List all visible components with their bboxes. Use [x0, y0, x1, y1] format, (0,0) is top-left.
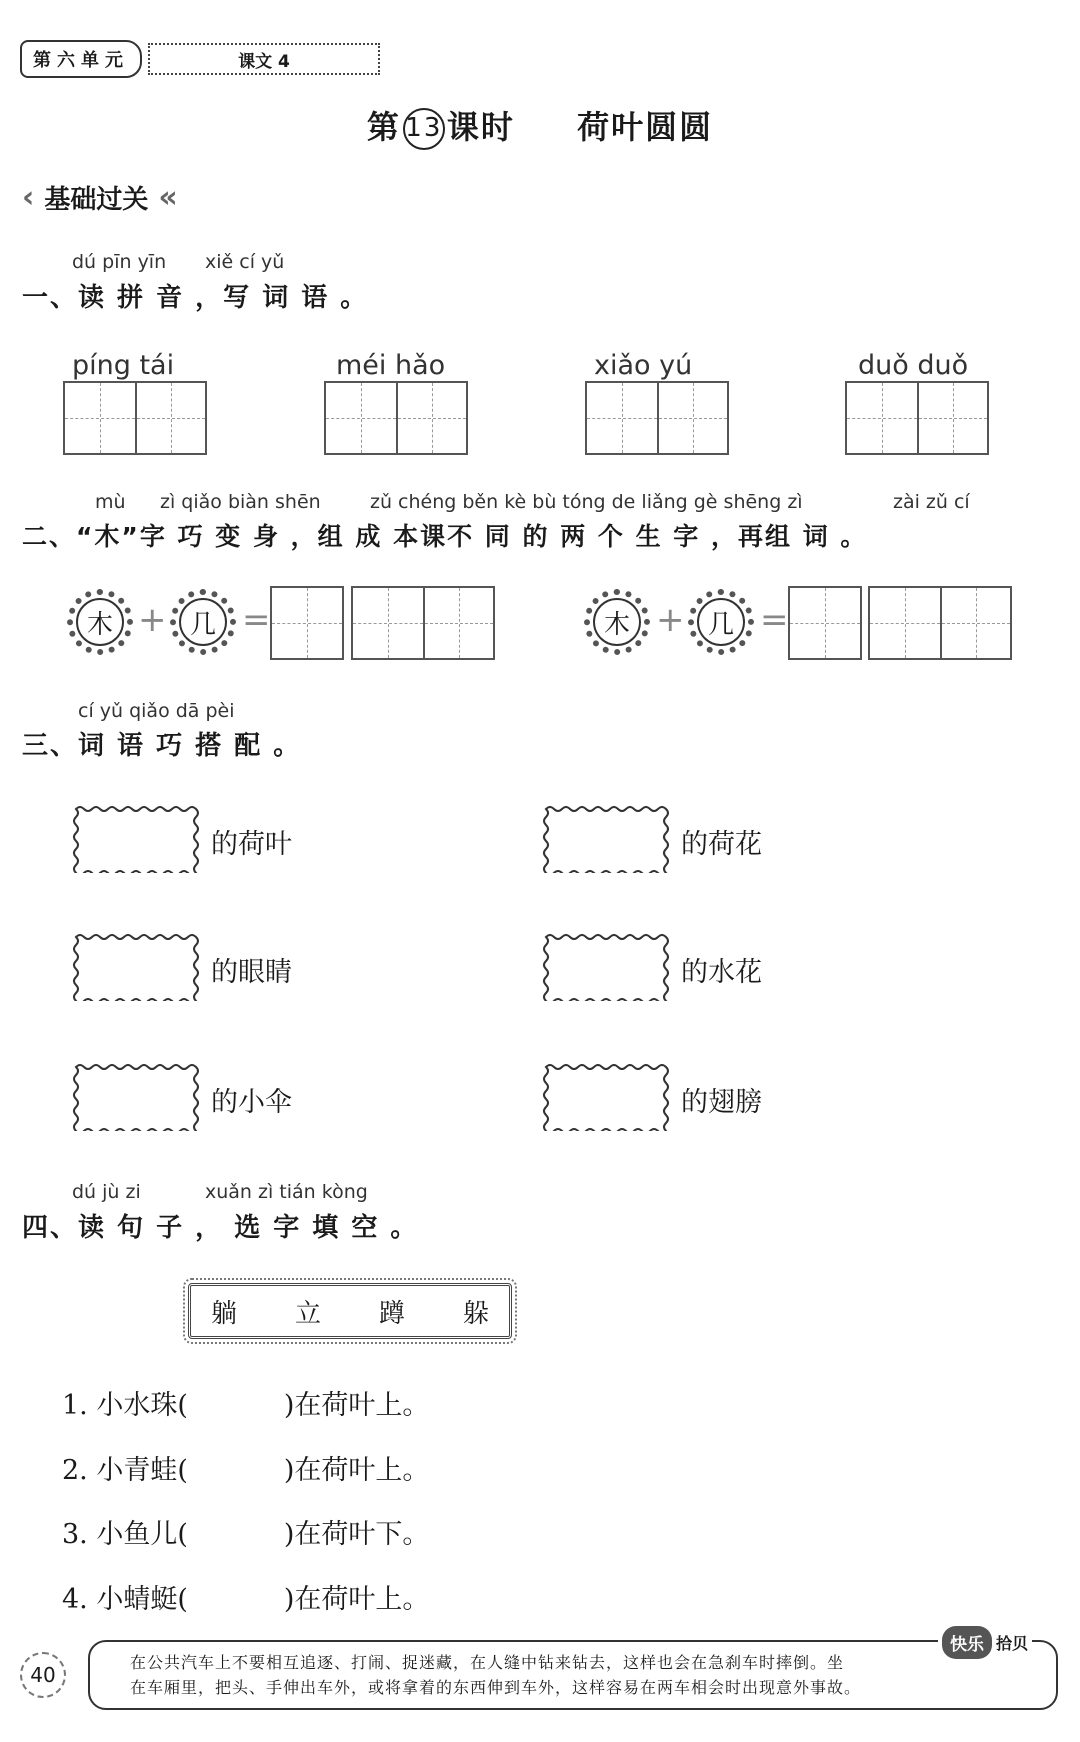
- section-banner: [22, 176, 178, 218]
- q1-pinyin-2: xiě cí yǔ: [205, 251, 285, 273]
- q4-choice-box: [188, 1283, 512, 1339]
- q3-suffix-1: 的荷叶: [211, 829, 292, 860]
- tip-box: [88, 1640, 1058, 1710]
- q3-answer-box-6[interactable]: [542, 1063, 670, 1131]
- flower-char-ji-2: 几: [688, 589, 754, 655]
- q1-answer-grid-4[interactable]: [845, 381, 989, 455]
- q3-suffix-5: 的小伞: [211, 1087, 292, 1118]
- q3-suffix-6: 的翅膀: [681, 1087, 762, 1118]
- q1-title: 一、读 拼 音 ，写 词 语 。: [22, 283, 369, 313]
- q1-word-pinyin-1: píng tái: [72, 350, 175, 381]
- q2-title: 二、“木”字 巧 变 身 ，组 成 本课不 同 的 两 个 生 字 ，再组 词 。: [22, 522, 868, 551]
- lesson-number: 13: [403, 108, 445, 150]
- plus-sign-1: +: [138, 600, 167, 640]
- section-label: 基础过关: [44, 184, 149, 215]
- lesson-tag: 课文 4: [148, 43, 380, 75]
- q2-pinyin-3: zǔ chéng běn kè bù tóng de liǎng gè shēng zì: [370, 491, 803, 513]
- q3-answer-box-3[interactable]: [72, 933, 200, 1001]
- tip-line-1: 在公共汽车上不要相互追逐、打闹、捉迷藏，在人缝中钻来钻去，这样也会在急刹车时摔倒。坐: [130, 1653, 845, 1672]
- q4-sentence-4: 4. 小蜻蜓( )在荷叶上。: [62, 1584, 430, 1615]
- choice-char-4: 躲: [462, 1298, 489, 1329]
- q4-pinyin-1: dú jù zi: [72, 1181, 141, 1203]
- q1-answer-grid-3[interactable]: [585, 381, 729, 455]
- q3-answer-box-1[interactable]: [72, 805, 200, 873]
- q3-suffix-2: 的荷花: [681, 829, 762, 860]
- q1-answer-grid-1[interactable]: [63, 381, 207, 455]
- equals-sign-1: =: [242, 600, 271, 640]
- q2-pinyin-1: mù: [95, 491, 126, 513]
- q4-pinyin-2: xuǎn zì tián kòng: [205, 1181, 368, 1203]
- q2-pinyin-2: zì qiǎo biàn shēn: [160, 491, 321, 513]
- q2-word-grid-2[interactable]: [868, 586, 1012, 660]
- flower-char-ji-1: 几: [170, 589, 236, 655]
- q3-pinyin: cí yǔ qiǎo dā pèi: [78, 700, 235, 722]
- tip-line-2: 在车厢里，把头、手伸出车外，或将拿着的东西伸到车外，这样容易在两车相会时出现意外事故。: [130, 1678, 862, 1697]
- q3-answer-box-4[interactable]: [542, 933, 670, 1001]
- q3-answer-box-5[interactable]: [72, 1063, 200, 1131]
- q3-suffix-4: 的水花: [681, 957, 762, 988]
- equals-sign-2: =: [760, 600, 789, 640]
- q2-pinyin-4: zài zǔ cí: [893, 491, 970, 513]
- brand-name: 拾贝: [996, 1634, 1029, 1653]
- page-number: 40: [20, 1652, 66, 1698]
- flower-char-mu-1: 木: [67, 589, 133, 655]
- q1-word-pinyin-2: méi hǎo: [336, 350, 446, 381]
- choice-char-2: 立: [294, 1298, 321, 1329]
- q2-char-box-1[interactable]: [270, 586, 344, 660]
- q2-char-box-2[interactable]: [788, 586, 862, 660]
- chevron-left-icon: ‹: [22, 179, 35, 215]
- title-prefix: 第: [366, 108, 401, 146]
- lesson-name: 荷叶圆圆: [577, 108, 714, 146]
- page-title: [0, 102, 1080, 150]
- flower-char-mu-2: 木: [584, 589, 650, 655]
- double-chevron-left-icon: «: [158, 179, 178, 215]
- q3-title: 三、词 语 巧 搭 配 。: [22, 731, 302, 761]
- q4-title: 四、读 句 子 ， 选 字 填 空 。: [22, 1213, 419, 1243]
- q2-word-grid-1[interactable]: [351, 586, 495, 660]
- q3-answer-box-2[interactable]: [542, 805, 670, 873]
- q1-pinyin-1: dú pīn yīn: [72, 251, 167, 273]
- q1-word-pinyin-4: duǒ duǒ: [858, 350, 969, 381]
- q3-suffix-3: 的眼睛: [211, 957, 292, 988]
- brand-bubble: 快乐: [942, 1626, 992, 1659]
- q4-sentence-2: 2. 小青蛙( )在荷叶上。: [62, 1455, 430, 1486]
- unit-tag: 第六单元: [20, 40, 142, 78]
- q1-answer-grid-2[interactable]: [324, 381, 468, 455]
- q4-sentence-3: 3. 小鱼儿( )在荷叶下。: [62, 1519, 430, 1550]
- brand-logo: [938, 1626, 1032, 1659]
- title-suffix: 课时: [446, 108, 515, 146]
- choice-char-3: 蹲: [378, 1298, 405, 1329]
- choice-char-1: 躺: [211, 1298, 238, 1329]
- q1-word-pinyin-3: xiǎo yú: [594, 350, 693, 381]
- plus-sign-2: +: [656, 600, 685, 640]
- q4-sentence-1: 1. 小水珠( )在荷叶上。: [62, 1390, 430, 1421]
